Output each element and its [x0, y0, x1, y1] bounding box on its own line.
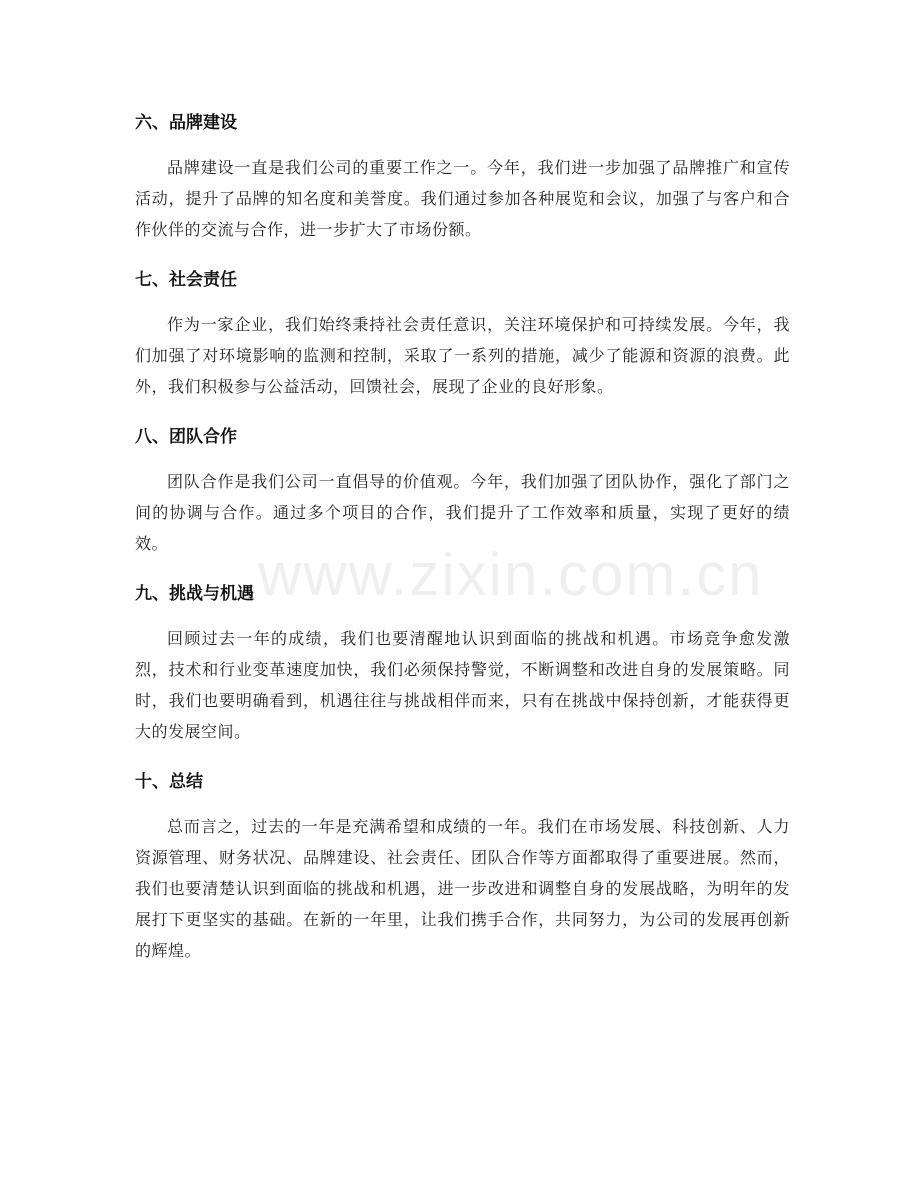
section-summary [135, 765, 790, 966]
section-paragraph: 总而言之，过去的一年是充满希望和成绩的一年。我们在市场发展、科技创新、人力资源管理、财务状况、品牌建设、社会责任、团队合作等方面都取得了重要进展。然而，我们也要清楚认识到面临的挑战和机遇，进一步改进和调整自身的发展战略，为明年的发展打下更坚实的基础。在新的一年里，让我们携手合作，共同努力，为公司的发展再创新的辉煌。 [135, 817, 790, 960]
section-paragraph: 品牌建设一直是我们公司的重要工作之一。今年，我们进一步加强了品牌推广和宣传活动，提升了品牌的知名度和美誉度。我们通过参加各种展览和会议，加强了与客户和合作伙伴的交流与合作，进一步扩大了市场份额。 [135, 158, 790, 239]
watermark: www.zixin.com.cn [258, 541, 764, 608]
document-content [135, 106, 790, 984]
section-teamwork [135, 420, 790, 559]
section-heading: 八、团队合作 [135, 427, 237, 447]
section-social-responsibility [135, 263, 790, 402]
section-heading: 六、品牌建设 [135, 113, 237, 133]
section-challenges-opportunities [135, 577, 790, 747]
section-heading: 九、挑战与机遇 [135, 584, 254, 604]
section-heading: 七、社会责任 [135, 270, 237, 290]
section-brand-building [135, 106, 790, 245]
section-heading: 十、总结 [135, 772, 203, 792]
section-paragraph: 作为一家企业，我们始终秉持社会责任意识，关注环境保护和可持续发展。今年，我们加强了对环境影响的监测和控制，采取了一系列的措施，减少了能源和资源的浪费。此外，我们积极参与公益活动，回馈社会，展现了企业的良好形象。 [135, 315, 790, 396]
section-paragraph: 回顾过去一年的成绩，我们也要清醒地认识到面临的挑战和机遇。市场竞争愈发激烈，技术和行业变革速度加快，我们必须保持警觉，不断调整和改进自身的发展策略。同时，我们也要明确看到，机遇往往与挑战相伴而来，只有在挑战中保持创新，才能获得更大的发展空间。 [135, 629, 790, 741]
section-paragraph: 团队合作是我们公司一直倡导的价值观。今年，我们加强了团队协作，强化了部门之间的协调与合作。通过多个项目的合作，我们提升了工作效率和质量，实现了更好的绩效。 [135, 472, 790, 553]
